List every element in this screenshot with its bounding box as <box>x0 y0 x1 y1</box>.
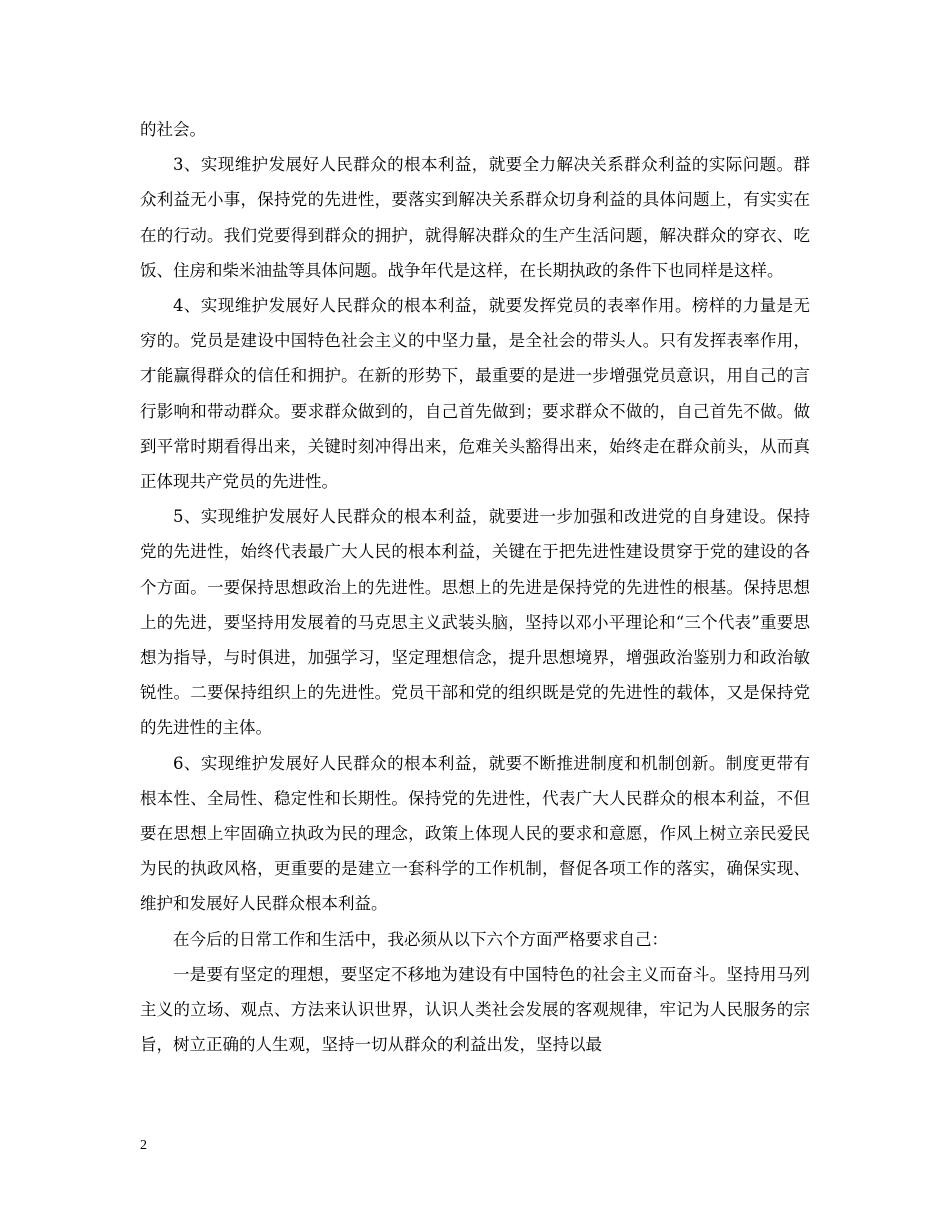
document-body <box>140 112 810 1062</box>
paragraph-point-3: 3、实现维护发展好人民群众的根本利益，就要全力解决关系群众利益的实际问题。群众利益无小事，保持党的先进性，要落实到解决关系群众切身利益的具体问题上，有实实在在的行动。我们党要得到群众的拥护，就得解决群众的生产生活问题，解决群众的穿衣、吃饭、住房和柴米油盐等具体问题。战争年代是这样，在长期执政的条件下也同样是这样。 <box>140 155 810 280</box>
paragraph-point-5: 5、实现维护发展好人民群众的根本利益，就要进一步加强和改进党的自身建设。保持党的先进性，始终代表最广大人民的根本利益，关键在于把先进性建设贯穿于党的建设的各个方面。一要保持思想政治上的先进性。思想上的先进是保持党的先进性的根基。保持思想上的先进，要坚持用发展着的马克思主义武装头脑，坚持以邓小平理论和“三个代表”重要思想为指导，与时俱进，加强学习，坚定理想信念，提升思想境界，增强政治鉴别力和政治敏锐性。二要保持组织上的先进性。党员干部和党的组织既是党的先进性的载体，又是保持党的先进性的主体。 <box>140 507 810 738</box>
paragraph-six-aspects-intro: 在今后的日常工作和生活中，我必须从以下六个方面严格要求自己： <box>173 929 668 949</box>
paragraph-point-4: 4、实现维护发展好人民群众的根本利益，就要发挥党员的表率作用。榜样的力量是无穷的。党员是建设中国特色社会主义的中坚力量，是全社会的带头人。只有发挥表率作用，才能赢得群众的信任和拥护。在新的形势下，最重要的是进一步增强党员意识，用自己的言行影响和带动群众。要求群众做到的，自己首先做到；要求群众不做的，自己首先不做。做到平常时期看得出来，关键时刻冲得出来，危难关头豁得出来，始终走在群众前头，从而真正体现共产党员的先进性。 <box>140 296 810 492</box>
page-number: 2 <box>140 1138 147 1153</box>
paragraph-point-6: 6、实现维护发展好人民群众的根本利益，就要不断推进制度和机制创新。制度更带有根本性、全局性、稳定性和长期性。保持党的先进性，代表广大人民群众的根本利益，不但要在思想上牢固确立执政为民的理念，政策上体现人民的要求和意愿，作风上树立亲民爱民为民的执政风格，更重要的是建立一套科学的工作机制，督促各项工作的落实，确保实现、维护和发展好人民群众根本利益。 <box>140 753 810 914</box>
paragraph-continuation: 的社会。 <box>140 120 206 139</box>
paragraph-aspect-one: 一是要有坚定的理想，要坚定不移地为建设有中国特色的社会主义而奋斗。坚持用马列主义的立场、观点、方法来认识世界，认识人类社会发展的客观规律，牢记为人民服务的宗旨，树立正确的人生观，坚持一切从群众的利益出发，坚持以最 <box>140 964 810 1055</box>
